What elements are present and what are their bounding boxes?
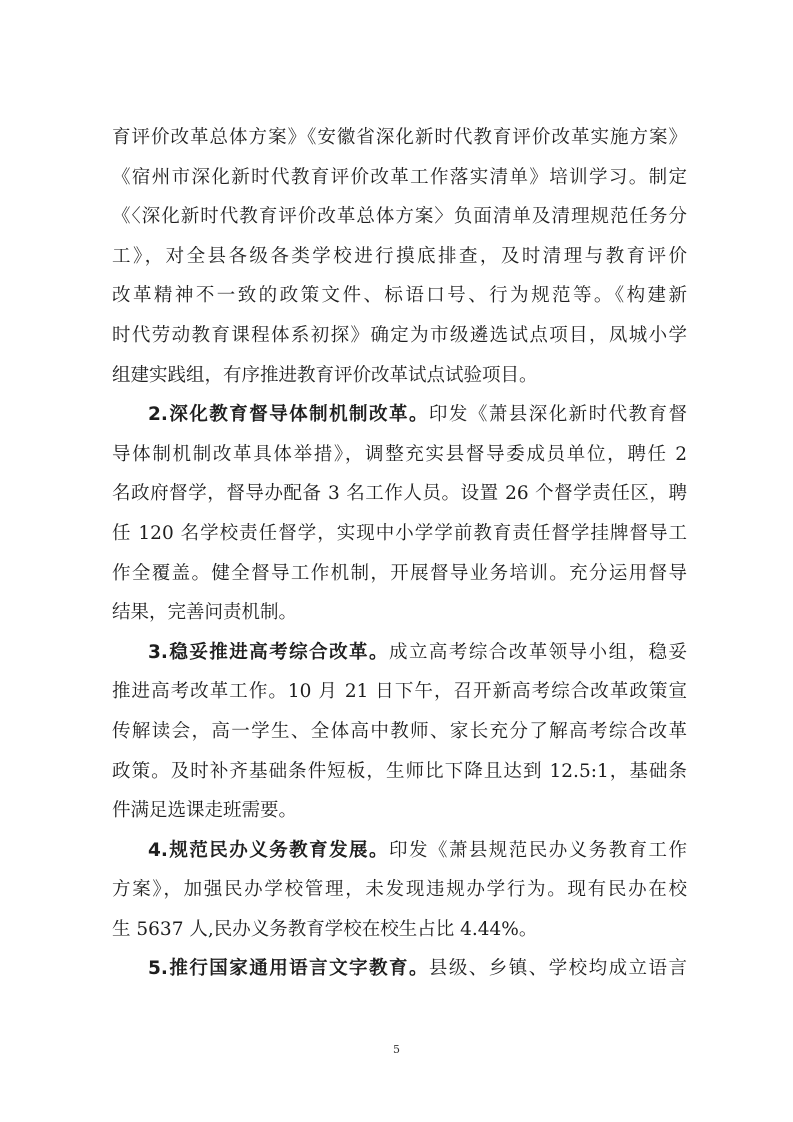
section-heading: 4.规范民办义务教育发展。: [148, 839, 389, 861]
text-line: 作全覆盖。健全督导工作机制，开展督导业务培训。充分运用督导: [112, 562, 687, 584]
text-line: 育评价改革总体方案》《安徽省深化新时代教育评价改革实施方案》: [112, 127, 687, 148]
text-line: 组建实践组，有序推进教育评价改革试点试验项目。: [112, 364, 538, 386]
body-text: [112, 118, 687, 989]
section-5-first-line: [112, 949, 687, 989]
text-line: 政策。及时补齐基础条件短板，生师比下降且达到 12.5:1，基础条: [112, 760, 687, 782]
text-run: 印发《萧县深化新时代教育督: [428, 404, 687, 426]
section-3-first-line: [112, 633, 687, 673]
text-line: 名政府督学，督导办配备 3 名工作人员。设置 26 个督学责任区，聘: [112, 483, 687, 505]
text-line: 《宿州市深化新时代教育评价改革工作落实清单》培训学习。制定: [112, 166, 687, 188]
text-run: 成立高考综合改革领导小组，稳妥: [388, 641, 687, 663]
section-heading: 2.深化教育督导体制机制改革。: [148, 404, 429, 426]
text-line: 导体制机制改革具体举措》，调整充实县督导委成员单位，聘任 2: [112, 443, 687, 465]
section-4-first-line: [112, 831, 687, 871]
section-2-first-line: [112, 395, 687, 435]
text-line: 改革精神不一致的政策文件、标语口号、行为规范等。《构建新: [112, 285, 687, 307]
text-line: 推进高考改革工作。10 月 21 日下午，召开新高考综合改革政策宣: [112, 681, 687, 703]
text-line: 时代劳动教育课程体系初探》确定为市级遴选试点项目，凤城小学: [112, 324, 687, 346]
text-line: 结果，完善问责机制。: [112, 602, 298, 624]
text-line: 方案》，加强民办学校管理，未发现违规办学行为。现有民办在校: [112, 879, 687, 901]
page-number: 5: [393, 1043, 400, 1056]
section-heading: 5.推行国家通用语言文字教育。: [148, 958, 429, 980]
text-line: 工》，对全县各级各类学校进行摸底排查，及时清理与教育评价: [112, 245, 687, 267]
text-line: 《〈深化新时代教育评价改革总体方案〉负面清单及清理规范任务分: [112, 206, 687, 228]
text-run: 县级、乡镇、学校均成立语言: [428, 958, 687, 980]
text-line: 传解读会，高一学生、全体高中教师、家长充分了解高考综合改革: [112, 720, 687, 742]
section-heading: 3.稳妥推进高考综合改革。: [148, 641, 389, 663]
text-line: 生 5637 人,民办义务教育学校在校生占比 4.44%。: [112, 918, 538, 940]
text-line: 任 120 名学校责任督学，实现中小学学前教育责任督学挂牌督导工: [112, 522, 687, 544]
text-line: 件满足选课走班需要。: [112, 800, 298, 822]
text-run: 印发《萧县规范民办义务教育工作: [388, 839, 687, 861]
